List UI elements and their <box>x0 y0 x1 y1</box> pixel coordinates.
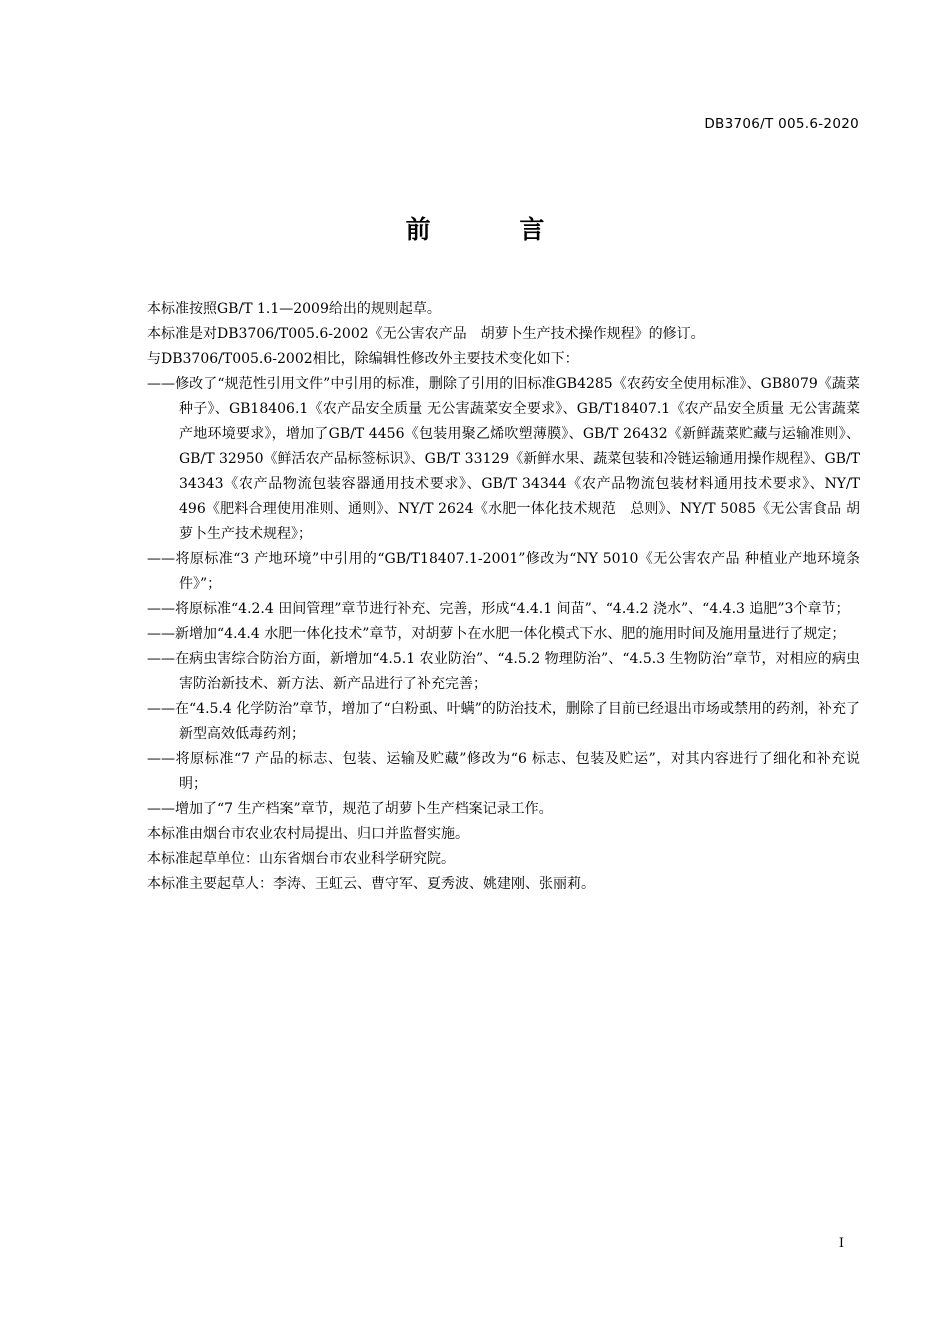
change-item-8: ——增加了“7 生产档案”章节，规范了胡萝卜生产档案记录工作。 <box>147 801 553 817</box>
page-number: I <box>838 1236 844 1251</box>
change-item-3: ——将原标准“4.2.4 田间管理”章节进行补充、完善，形成“4.4.1 间苗”、“4.4.2 浇水”、“4.4.3 追肥”3个章节； <box>147 601 850 617</box>
change-item-7: ——将原标准“7 产品的标志、包装、运输及贮藏”修改为“6 标志、包装及贮运”，对其内容进行了细化和补充说明； <box>147 751 860 792</box>
change-item-1: ——修改了“规范性引用文件”中引用的标准，删除了引用的旧标准GB4285《农药安全使用标准》、GB8079《蔬菜种子》、GB18406.1《农产品安全质量 无公害蔬菜安全要求》、GB/T18407.1《农产品安全质量 无公害蔬菜产地环境要求》，增加了GB/T 4456《包装用聚乙烯吹塑薄膜》、GB/T 26432《新鲜蔬菜贮藏与运输准则》、GB/T 32950《鲜活农产品标签标识》、GB/T 33129《新鲜水果、蔬菜包装和冷链运输通用操作规程》、GB/T 34343《农产品物流包装容器通用技术要求》、GB/T 34344《农产品物流包装材料通用技术要求》、NY/T 496《肥料合理使用准则、通则》、NY/T 2624《水肥一体化技术规范 总则》、NY/T 5085《无公害食品 胡萝卜生产技术规程》； <box>147 376 860 542</box>
page-title: 前 言 <box>405 215 585 244</box>
outro-paragraph-2: 本标准起草单位：山东省烟台市农业科学研究院。 <box>147 851 455 867</box>
change-item-5: ——在病虫害综合防治方面，新增加“4.5.1 农业防治”、“4.5.2 物理防治”、“4.5.3 生物防治”章节，对相应的病虫害防治新技术、新方法、新产品进行了补充完善； <box>147 651 860 692</box>
intro-paragraph-1: 本标准按照GB/T 1.1—2009给出的规则起草。 <box>147 301 441 317</box>
intro-paragraph-3: 与DB3706/T005.6-2002相比，除编辑性修改外主要技术变化如下： <box>147 351 579 367</box>
change-item-6: ——在“4.5.4 化学防治”章节，增加了“白粉虱、叶螨”的防治技术，删除了目前已经退出市场或禁用的药剂，补充了新型高效低毒药剂； <box>147 701 860 742</box>
document-code: DB3706/T 005.6-2020 <box>704 116 859 132</box>
outro-paragraph-1: 本标准由烟台市农业农村局提出、归口并监督实施。 <box>147 826 469 842</box>
foreword-body <box>147 297 860 897</box>
outro-paragraph-3: 本标准主要起草人：李涛、王虹云、曹守军、夏秀波、姚建刚、张丽莉。 <box>147 876 595 892</box>
change-item-2: ——将原标准“3 产地环境”中引用的“GB/T18407.1-2001”修改为“NY 5010《无公害农产品 种植业产地环境条件》”； <box>147 551 860 592</box>
intro-paragraph-2: 本标准是对DB3706/T005.6-2002《无公害农产品 胡萝卜生产技术操作规程》的修订。 <box>147 326 705 342</box>
change-item-4: ——新增加“4.4.4 水肥一体化技术”章节，对胡萝卜在水肥一体化模式下水、肥的施用时间及施用量进行了规定； <box>147 626 846 642</box>
